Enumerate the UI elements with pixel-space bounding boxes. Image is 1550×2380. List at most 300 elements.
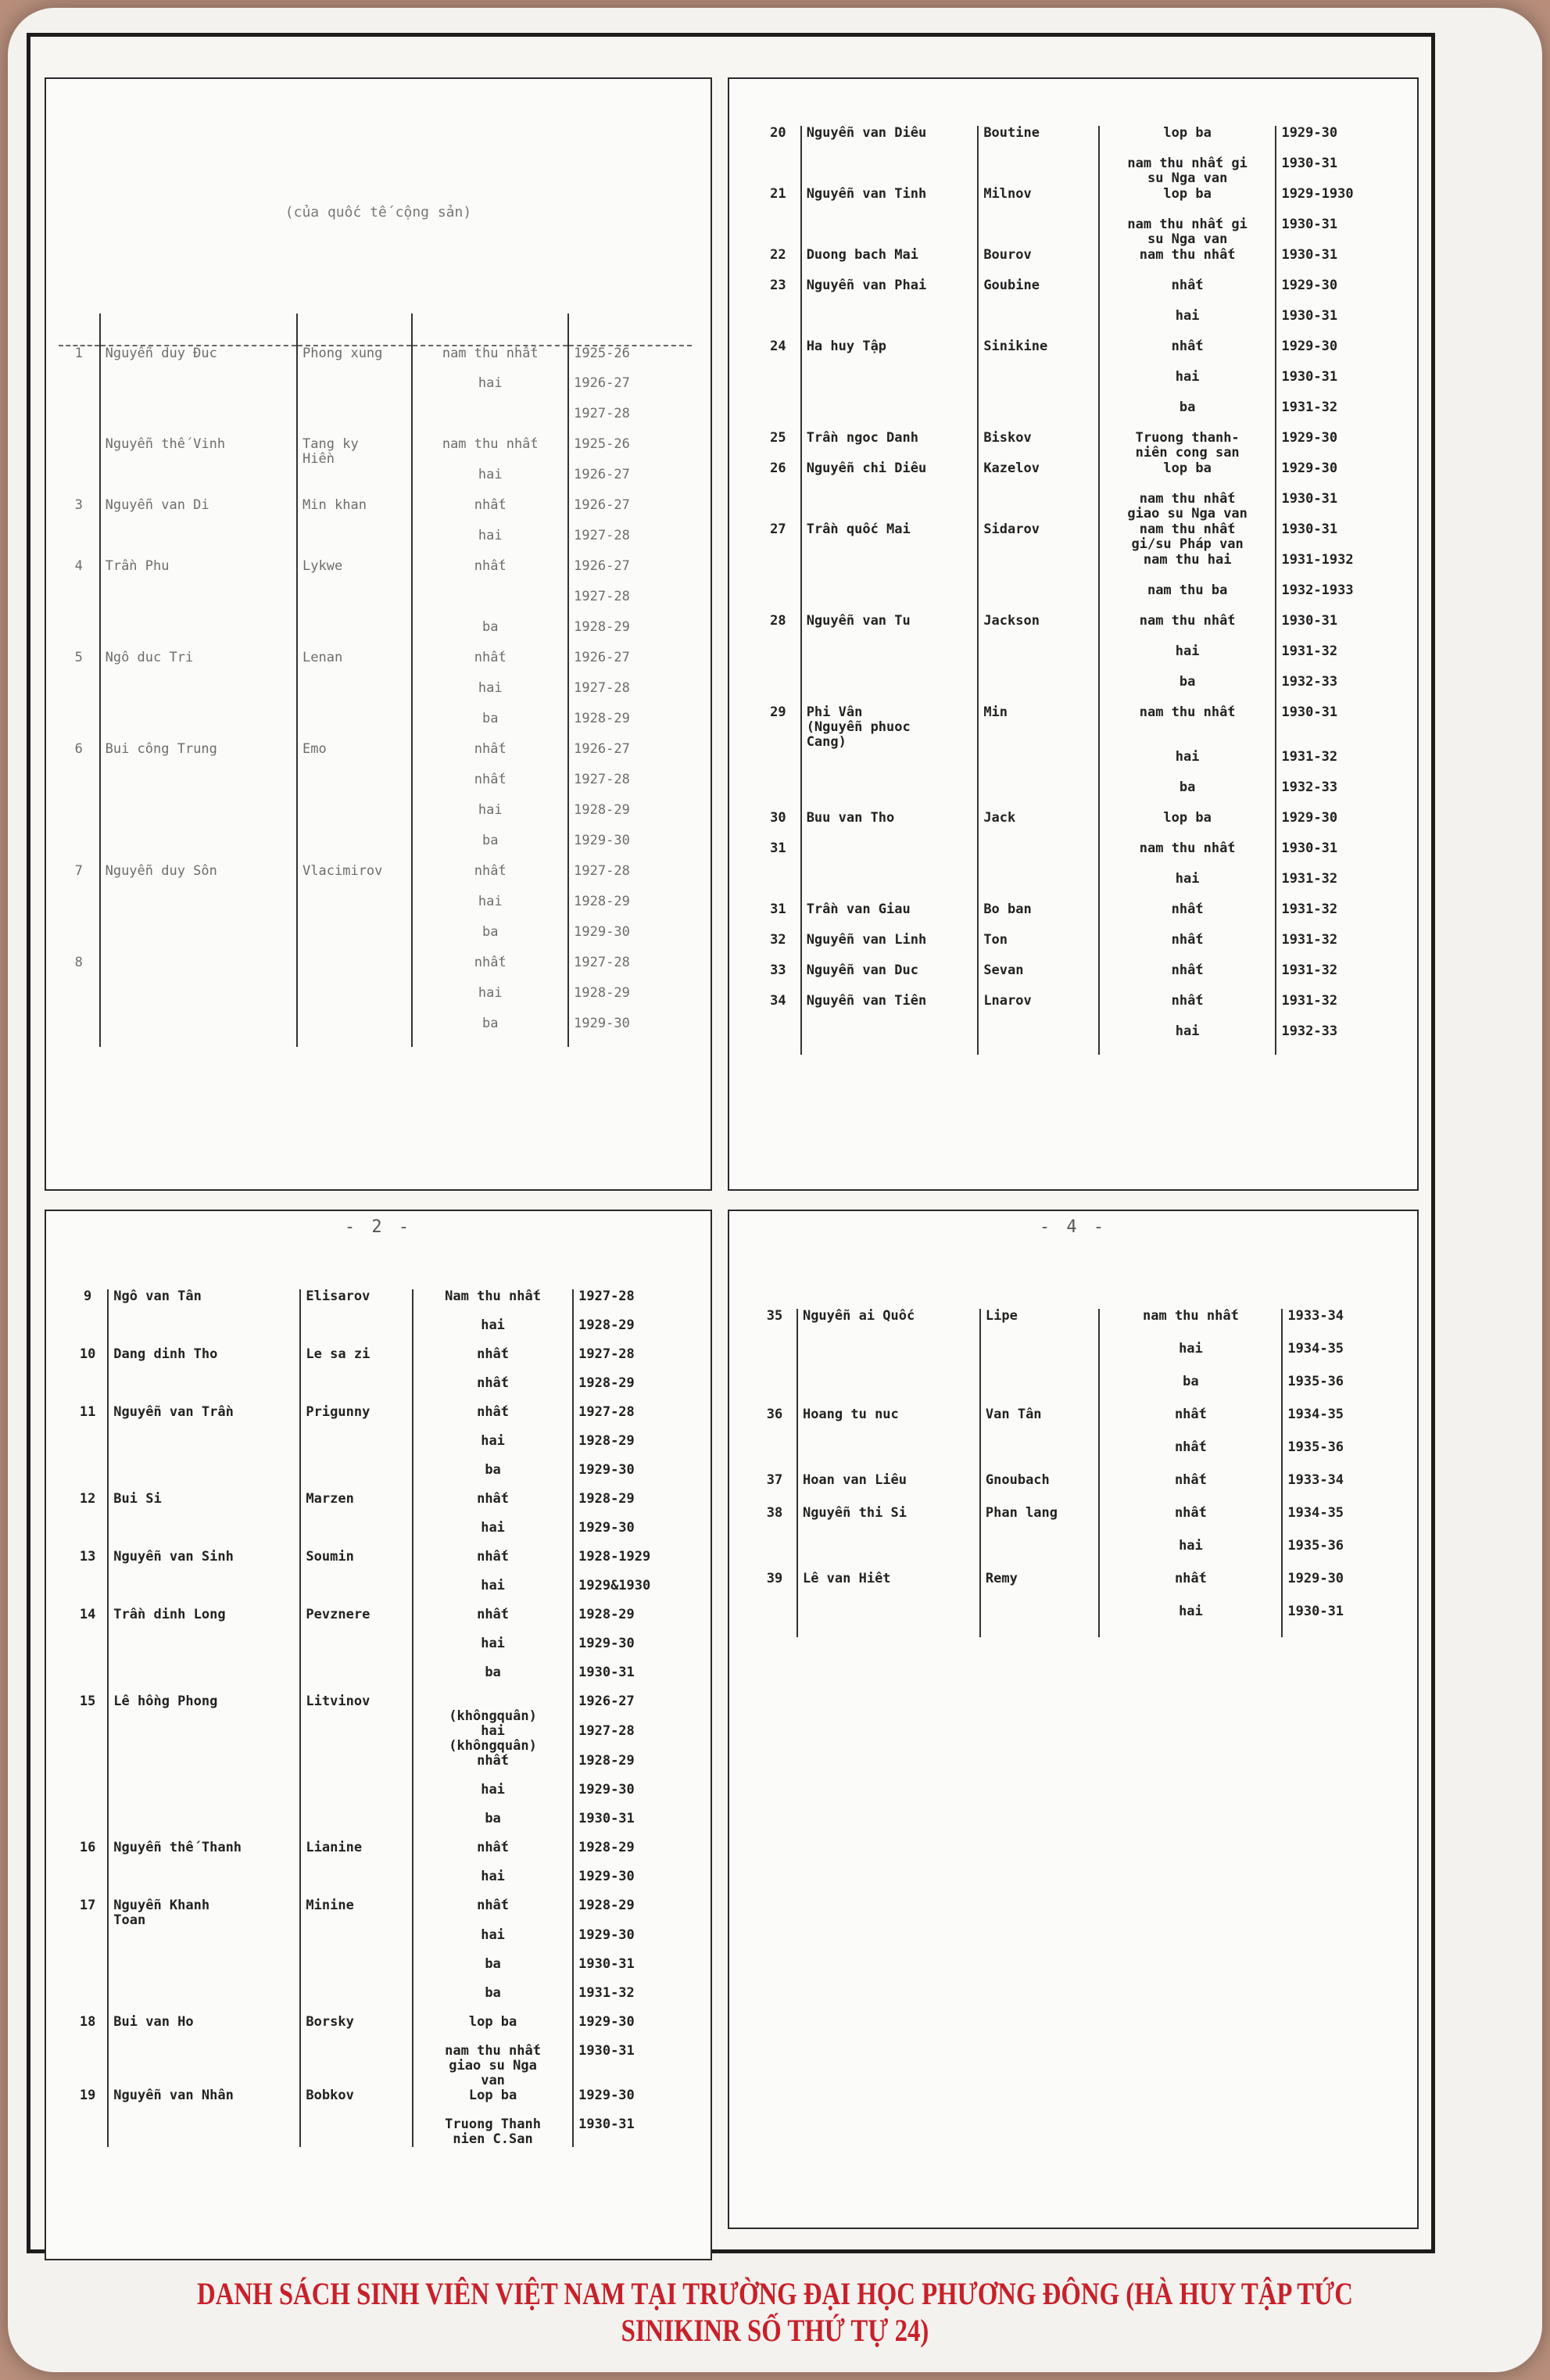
cell-year: 1931-32: [1276, 963, 1397, 994]
table-row: [753, 1473, 1401, 1506]
cell-year: 1930-31: [1276, 614, 1397, 644]
cell-alias: [300, 1318, 413, 1347]
table-row: [59, 833, 692, 864]
table-row: [68, 1521, 693, 1550]
table-row: [59, 742, 692, 772]
table-row: [59, 925, 692, 955]
cell-class: ba: [412, 620, 568, 651]
table-row: [756, 675, 1397, 705]
cell-name: [100, 681, 297, 711]
cell-class: hai: [412, 468, 568, 498]
cell-no: [68, 1434, 108, 1463]
cell-alias: [978, 644, 1099, 675]
cell-class: nhất: [413, 1376, 573, 1405]
page-2-rows: [68, 1289, 693, 2147]
cell-name: [108, 1521, 300, 1550]
cell-alias: Elisarov: [300, 1289, 413, 1318]
table-row: [68, 1754, 693, 1783]
table-row: [753, 1539, 1401, 1572]
page-4-rows: [753, 1309, 1401, 1637]
cell-year: 1929-30: [1276, 339, 1397, 370]
cell-name: Bui công Trung: [100, 742, 297, 772]
cell-no: [756, 644, 801, 675]
cell-no: [68, 1869, 108, 1898]
table-row: [59, 681, 692, 711]
cell-name: Ngô duc Tri: [100, 651, 297, 681]
table-row: [59, 559, 692, 590]
cell-no: [59, 468, 100, 498]
cell-alias: Jack: [978, 811, 1099, 841]
cell-no: [68, 1636, 108, 1665]
cell-name: Nguyễn thi Si: [797, 1506, 980, 1539]
cell-year: 1930-31: [1276, 522, 1397, 553]
cell-year: 1929-30: [568, 1016, 692, 1047]
cell-no: [68, 1318, 108, 1347]
cell-no: [68, 1783, 108, 1812]
table-row: [68, 1463, 693, 1492]
cell-class: nam thu nhất gi su Nga van: [1099, 156, 1276, 187]
cell-year: 1930-31: [573, 2117, 693, 2147]
col-no: [59, 314, 100, 346]
cell-name: Ngô van Tân: [108, 1289, 300, 1318]
cell-alias: [300, 1434, 413, 1463]
table-row: [68, 1289, 693, 1318]
cell-class: lop ba: [1099, 811, 1276, 841]
cell-year: 1929-30: [1276, 431, 1397, 461]
cell-class: hai: [1099, 1539, 1282, 1572]
cell-alias: [978, 1024, 1099, 1055]
cell-year: 1930-31: [1276, 492, 1397, 522]
cell-year: 1927-28: [568, 407, 692, 437]
cell-year: 1932-33: [1276, 1024, 1397, 1055]
cell-class: lop ba: [1099, 461, 1276, 492]
cell-alias: Tang ky Hiền: [297, 437, 412, 468]
cell-name: Nguyễn van Trần: [108, 1405, 300, 1434]
cell-year: 1928-29: [568, 894, 692, 925]
cell-no: [59, 894, 100, 925]
cell-alias: [978, 872, 1099, 902]
cell-name: [100, 833, 297, 864]
cell-no: [59, 681, 100, 711]
cell-class: nam thu hai: [1099, 553, 1276, 583]
cell-no: [753, 1375, 797, 1407]
table-row: [68, 1724, 693, 1754]
cell-class: lop ba: [1099, 187, 1276, 217]
cell-alias: [300, 1754, 413, 1783]
cell-name: Trần dinh Long: [108, 1608, 300, 1636]
table-row: [59, 894, 692, 925]
cell-class: ba: [413, 1463, 573, 1492]
cell-name: Nguyễn van Duc: [801, 963, 979, 994]
table-row: [756, 339, 1397, 370]
cell-class: nam thu nhất: [1099, 705, 1276, 750]
table-row: [756, 553, 1397, 583]
cell-no: [59, 590, 100, 620]
cell-name: Nguyễn van Tiên: [801, 994, 979, 1024]
cell-name: [100, 803, 297, 833]
cell-class: ba: [1099, 400, 1276, 431]
cell-year: 1926-27: [568, 376, 692, 407]
cell-year: 1932-1933: [1276, 583, 1397, 614]
cell-no: [756, 1024, 801, 1055]
cell-year: 1935-36: [1282, 1539, 1401, 1572]
page-2-number: - 2 -: [344, 1217, 413, 1237]
cell-year: 1927-28: [568, 772, 692, 803]
cell-name: Nguyễn thế Thanh: [108, 1841, 300, 1869]
cell-class: nhất: [412, 498, 568, 529]
cell-year: 1932-33: [1276, 780, 1397, 811]
cell-name: [801, 400, 979, 431]
cell-year: 1929-30: [573, 1463, 693, 1492]
table-row: [68, 1986, 693, 2015]
col-year: [568, 314, 692, 346]
cell-name: Nguyễn van Tu: [801, 614, 979, 644]
cell-no: [756, 872, 801, 902]
cell-name: Nguyễn chi Diêu: [801, 461, 979, 492]
cell-year: 1927-28: [573, 1289, 693, 1318]
table-row: [68, 2117, 693, 2147]
table-row: [59, 437, 692, 468]
cell-no: [753, 1342, 797, 1375]
cell-class: hai: [412, 894, 568, 925]
cell-no: 9: [84, 1289, 92, 1304]
cell-class: ba: [412, 925, 568, 955]
cell-no: [68, 1665, 108, 1694]
table-row: [756, 431, 1397, 461]
table-row: [59, 955, 692, 986]
cell-no: [68, 1579, 108, 1608]
cell-no: [756, 780, 801, 811]
table-row: [59, 986, 692, 1016]
cell-alias: [978, 675, 1099, 705]
cell-name: [100, 529, 297, 559]
cell-year: 1927-28: [568, 529, 692, 559]
cell-year: 1930-31: [1276, 309, 1397, 339]
cell-class: ba: [1099, 675, 1276, 705]
cell-year: 1930-31: [1276, 248, 1397, 278]
cell-class: hai: [1099, 872, 1276, 902]
cell-alias: Gnoubach: [980, 1473, 1100, 1506]
cell-name: [100, 1016, 297, 1047]
cell-no: [68, 1957, 108, 1986]
table-row: [68, 1841, 693, 1869]
cell-alias: Lnarov: [978, 994, 1099, 1024]
cell-no: 20: [770, 126, 786, 141]
table-row: [59, 803, 692, 833]
cell-class: Nam thu nhất: [413, 1289, 573, 1318]
cell-alias: [980, 1375, 1100, 1407]
cell-class: ba: [413, 1957, 573, 1986]
cell-no: 21: [770, 187, 786, 202]
cell-year: 1931-32: [573, 1986, 693, 2015]
cell-class: nhất: [412, 955, 568, 986]
cell-year: 1929-30: [573, 1783, 693, 1812]
table-row: [59, 529, 692, 559]
cell-year: 1928-29: [573, 1841, 693, 1869]
cell-year: 1934-35: [1282, 1342, 1401, 1375]
cell-no: [756, 217, 801, 248]
cell-alias: [297, 803, 412, 833]
cell-no: [68, 2044, 108, 2088]
cell-year: 1935-36: [1282, 1375, 1401, 1407]
cell-name: [801, 217, 979, 248]
table-row: [756, 309, 1397, 339]
cell-alias: [297, 407, 412, 437]
cell-class: hai: [1099, 1024, 1276, 1055]
table-row: [756, 248, 1397, 278]
cell-year: 1929-30: [568, 925, 692, 955]
table-row: [756, 187, 1397, 217]
cell-alias: Van Tân: [980, 1407, 1100, 1440]
cell-name: [108, 1376, 300, 1405]
cell-year: 1928-1929: [573, 1550, 693, 1579]
cell-name: [108, 1434, 300, 1463]
cell-no: [756, 309, 801, 339]
cell-name: Trần ngoc Danh: [801, 431, 979, 461]
cell-year: 1928-29: [573, 1434, 693, 1463]
cell-alias: Le sa zi: [300, 1347, 413, 1376]
page-3-table: [756, 126, 1397, 1055]
cell-no: 33: [770, 963, 786, 978]
cell-year: 1926-27: [568, 498, 692, 529]
cell-year: 1934-35: [1282, 1506, 1401, 1539]
cell-no: 18: [79, 2015, 96, 2030]
table-row: [753, 1440, 1401, 1473]
cell-name: [100, 894, 297, 925]
cell-no: [59, 407, 100, 437]
table-row: [59, 498, 692, 529]
cell-no: [59, 620, 100, 651]
table-row: [756, 400, 1397, 431]
table-row: [756, 217, 1397, 248]
cell-no: [753, 1604, 797, 1637]
cell-year: 1929-30: [573, 1521, 693, 1550]
cell-year: 1928-29: [573, 1376, 693, 1405]
cell-no: [68, 1376, 108, 1405]
cell-alias: [978, 553, 1099, 583]
cell-name: [108, 1579, 300, 1608]
cell-no: 13: [79, 1550, 96, 1565]
document-frame: [27, 33, 1435, 2253]
cell-alias: Jackson: [978, 614, 1099, 644]
cell-no: [756, 553, 801, 583]
cell-class: ba: [412, 1016, 568, 1047]
cell-alias: [297, 681, 412, 711]
table-row: [68, 1928, 693, 1957]
cell-class: hai: [412, 681, 568, 711]
cell-year: 1929-30: [573, 1928, 693, 1957]
cell-year: 1935-36: [1282, 1440, 1401, 1473]
cell-alias: [297, 986, 412, 1016]
table-row: [756, 841, 1397, 872]
table-row: [753, 1604, 1401, 1637]
cell-no: 7: [74, 864, 83, 879]
cell-name: [797, 1539, 980, 1572]
cell-class: nhất: [413, 1405, 573, 1434]
cell-no: 32: [770, 933, 786, 948]
cell-year: 1929-30: [1276, 126, 1397, 156]
cell-name: [801, 553, 979, 583]
table-row: [68, 1665, 693, 1694]
cell-class: nam thu nhất: [412, 437, 568, 468]
table-row: [68, 1550, 693, 1579]
cell-name: [797, 1375, 980, 1407]
cell-alias: [297, 894, 412, 925]
cell-no: 11: [79, 1405, 96, 1420]
table-row: [756, 644, 1397, 675]
table-row: [68, 1957, 693, 1986]
cell-alias: [978, 400, 1099, 431]
cell-name: Nguyễn van Phai: [801, 278, 979, 309]
cell-year: 1930-31: [1276, 841, 1397, 872]
cell-alias: Lianine: [300, 1841, 413, 1869]
cell-no: 22: [770, 248, 786, 263]
cell-year: 1929-30: [1276, 278, 1397, 309]
table-row: [756, 461, 1397, 492]
cell-name: Nguyễn van Linh: [801, 933, 979, 963]
cell-class: hai: [413, 1783, 573, 1812]
cell-class: nam thu nhất gi/su Pháp van: [1099, 522, 1276, 553]
cell-alias: [297, 955, 412, 986]
cell-no: 8: [74, 955, 83, 970]
cell-class: nhất: [412, 772, 568, 803]
cell-no: 38: [766, 1506, 783, 1521]
cell-no: 36: [766, 1407, 783, 1422]
cell-year: 1930-31: [1276, 156, 1397, 187]
page-1-heading-3: (của quốc tế cộng sản): [285, 204, 472, 220]
cell-class: [412, 407, 568, 437]
cell-year: 1930-31: [573, 1812, 693, 1841]
cell-class: lop ba: [413, 2015, 573, 2044]
cell-no: 6: [74, 742, 83, 757]
cell-year: 1930-31: [1276, 217, 1397, 248]
cell-year: 1928-29: [573, 1608, 693, 1636]
cell-year: 1928-29: [573, 1898, 693, 1928]
cell-alias: Vlacimirov: [297, 864, 412, 894]
cell-name: [801, 1024, 979, 1055]
cell-name: [801, 780, 979, 811]
cell-name: Nguyễn thế Vinh: [100, 437, 297, 468]
cell-class: nam thu nhất giao su Nga van: [413, 2044, 573, 2088]
cell-name: [108, 1724, 300, 1754]
cell-alias: Phan lang: [980, 1506, 1100, 1539]
cell-name: Nguyễn van Nhân: [108, 2088, 300, 2117]
cell-no: 14: [79, 1608, 96, 1622]
cell-name: [108, 1754, 300, 1783]
cell-class: nhất: [1099, 1440, 1282, 1473]
cell-no: [68, 1812, 108, 1841]
table-row: [68, 1812, 693, 1841]
cell-class: hai: [413, 1869, 573, 1898]
cell-alias: [300, 1376, 413, 1405]
cell-no: [68, 1521, 108, 1550]
cell-no: 35: [766, 1309, 783, 1324]
cell-alias: Bourov: [978, 248, 1099, 278]
cell-name: Hoang tu nuc: [797, 1407, 980, 1440]
cell-year: 1927-28: [573, 1724, 693, 1754]
cell-alias: Emo: [297, 742, 412, 772]
cell-class: hai: [1099, 1604, 1282, 1637]
cell-alias: [300, 2117, 413, 2147]
cell-name: Bui Si: [108, 1492, 300, 1521]
cell-name: [801, 675, 979, 705]
cell-no: [59, 711, 100, 742]
cell-alias: [297, 711, 412, 742]
cell-year: 1926-27: [568, 468, 692, 498]
cell-name: [100, 955, 297, 986]
cell-class: nam thu nhất: [412, 346, 568, 376]
cell-no: 37: [766, 1473, 783, 1488]
table-row: [59, 407, 692, 437]
cell-class: ba: [1099, 1375, 1282, 1407]
cell-year: 1929-30: [573, 2088, 693, 2117]
cell-no: [756, 156, 801, 187]
col-alias: [297, 314, 412, 346]
cell-year: 1925-26: [568, 346, 692, 376]
table-row: [756, 126, 1397, 156]
cell-name: [801, 492, 979, 522]
page-1-table: [59, 314, 692, 1047]
cell-name: [108, 2117, 300, 2147]
cell-class: ba: [1099, 780, 1276, 811]
cell-class: nhất: [1099, 1407, 1282, 1440]
cell-alias: [297, 620, 412, 651]
cell-alias: Milnov: [978, 187, 1099, 217]
cell-year: 1928-29: [573, 1754, 693, 1783]
cell-name: [100, 620, 297, 651]
cell-class: nhất: [413, 1550, 573, 1579]
cell-class: hai: [412, 803, 568, 833]
cell-no: [59, 376, 100, 407]
cell-alias: [300, 1665, 413, 1694]
cell-name: Nguyễn van Sinh: [108, 1550, 300, 1579]
cell-class: Lop ba: [413, 2088, 573, 2117]
cell-class: nhất: [412, 651, 568, 681]
cell-no: [756, 675, 801, 705]
cell-name: [797, 1440, 980, 1473]
cell-alias: Lykwe: [297, 559, 412, 590]
cell-year: 1931-32: [1276, 933, 1397, 963]
table-row: [756, 872, 1397, 902]
cell-class: Truong Thanh nien C.San: [413, 2117, 573, 2147]
cell-alias: [978, 217, 1099, 248]
cell-name: [801, 370, 979, 400]
cell-year: 1929-30: [573, 2015, 693, 2044]
cell-class: nam thu nhất: [1099, 248, 1276, 278]
cell-class: nam thu ba: [1099, 583, 1276, 614]
cell-class: (khôngquân): [413, 1694, 573, 1724]
cell-alias: [300, 1521, 413, 1550]
cell-no: 12: [79, 1492, 96, 1507]
table-row: [59, 620, 692, 651]
cell-name: Phi Vân (Nguyễn phuoc Cang): [801, 705, 979, 750]
cell-alias: [980, 1342, 1100, 1375]
cell-name: [797, 1342, 980, 1375]
cell-name: [100, 468, 297, 498]
table-row: [68, 2088, 693, 2117]
cell-year: 1929-30: [1282, 1572, 1401, 1604]
table-row: [68, 1579, 693, 1608]
cell-year: 1927-28: [568, 681, 692, 711]
cell-alias: Goubine: [978, 278, 1099, 309]
cell-class: nhất: [1099, 339, 1276, 370]
cell-class: nhất: [1099, 1572, 1282, 1604]
cell-alias: Bobkov: [300, 2088, 413, 2117]
cell-year: 1929-30: [568, 833, 692, 864]
table-row: [756, 1024, 1397, 1055]
cell-name: Nguyễn duy Sôn: [100, 864, 297, 894]
cell-alias: [980, 1440, 1100, 1473]
